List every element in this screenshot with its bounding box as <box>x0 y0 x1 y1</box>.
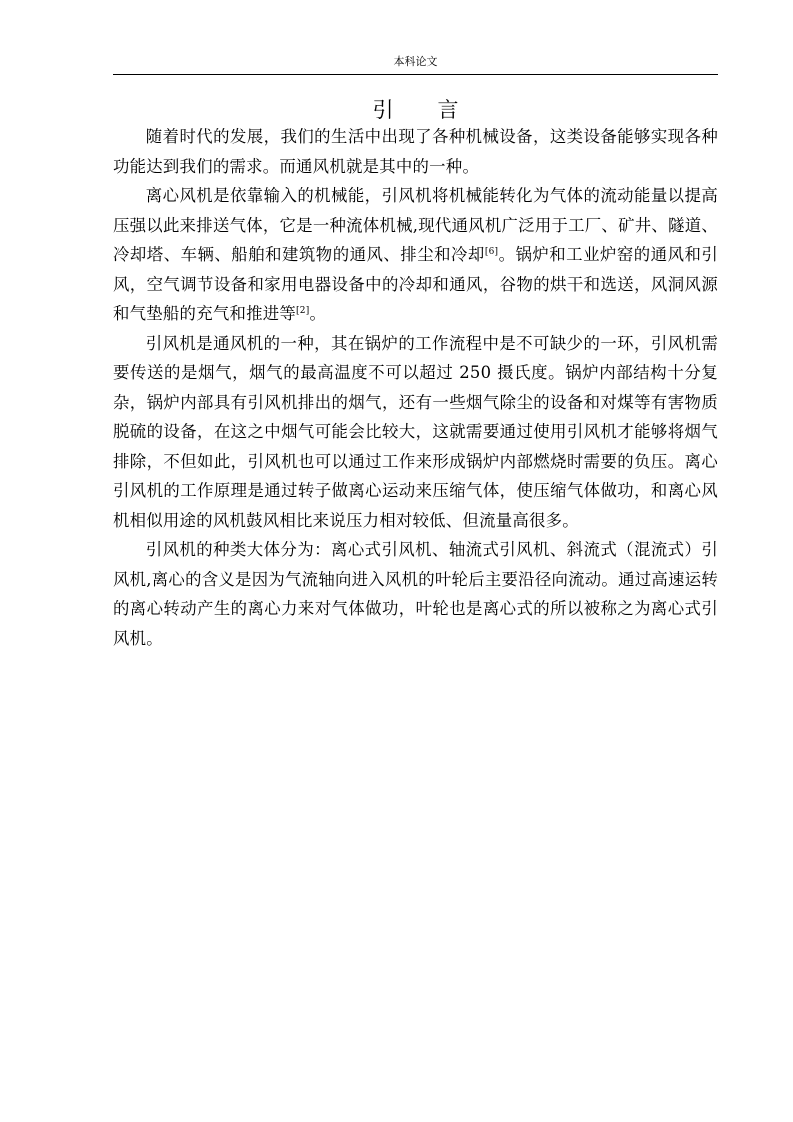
title-char-1: 引 <box>372 98 394 122</box>
paragraph-3: 引风机是通风机的一种，其在锅炉的工作流程中是不可缺少的一环，引风机需要传送的是烟气，烟气的最高温度不可以超过 250 摄氏度。锅炉内部结构十分复杂，锅炉内部具有引风机排出的烟气，还有一些烟气除尘的设备和对煤等有害物质脱硫的设备，在这之中烟气可能会比较大，这就需要通过使用引风机才能够将烟气排除，不但如此，引风机也可以通过工作来形成锅炉内部燃烧时需要的负压。离心引风机的工作原理是通过转子做离心运动来压缩气体，使压缩气体做功，和离心风机相似用途的风机鼓风相比来说压力相对较低、但流量高很多。 <box>113 333 718 530</box>
paragraph-1: 随着时代的发展，我们的生活中出现了各种机械设备，这类设备能够实现各种功能达到我们的需求。而通风机就是其中的一种。 <box>113 127 718 176</box>
paragraph-2-text-a: 离心风机是依靠输入的机械能，引风机将机械能转化为气体的流动能量以提高压强以此来排送气体，它是一种流体机械,现代通风机广泛用于工厂、矿井、隧道、冷却塔、车辆、船舶和建筑物的通风、排尘和冷却 <box>113 186 718 264</box>
section-title <box>113 96 718 124</box>
citation-2: [2] <box>296 306 310 316</box>
running-header: 本科论文 <box>393 55 438 68</box>
paragraph-2 <box>113 181 718 329</box>
body-text <box>113 122 718 653</box>
paragraph-4: 引风机的种类大体分为：离心式引风机、轴流式引风机、斜流式（混流式）引风机,离心的含义是因为气流轴向进入风机的叶轮后主要沿径向流动。通过高速运转的离心转动产生的离心力来对气体做功，叶轮也是离心式的所以被称之为离心式引风机。 <box>113 540 718 648</box>
header-rule <box>113 74 718 75</box>
paragraph-2-text-b: 。锅炉和工业炉窑的通风和引风，空气调节设备和家用电器设备中的冷却和通风，谷物的烘干和选送，风洞风源和气垫船的充气和推进等 <box>113 245 719 323</box>
paragraph-2-text-c: 。 <box>309 304 327 323</box>
citation-6: [6] <box>484 247 499 257</box>
title-char-2: 言 <box>437 98 459 122</box>
